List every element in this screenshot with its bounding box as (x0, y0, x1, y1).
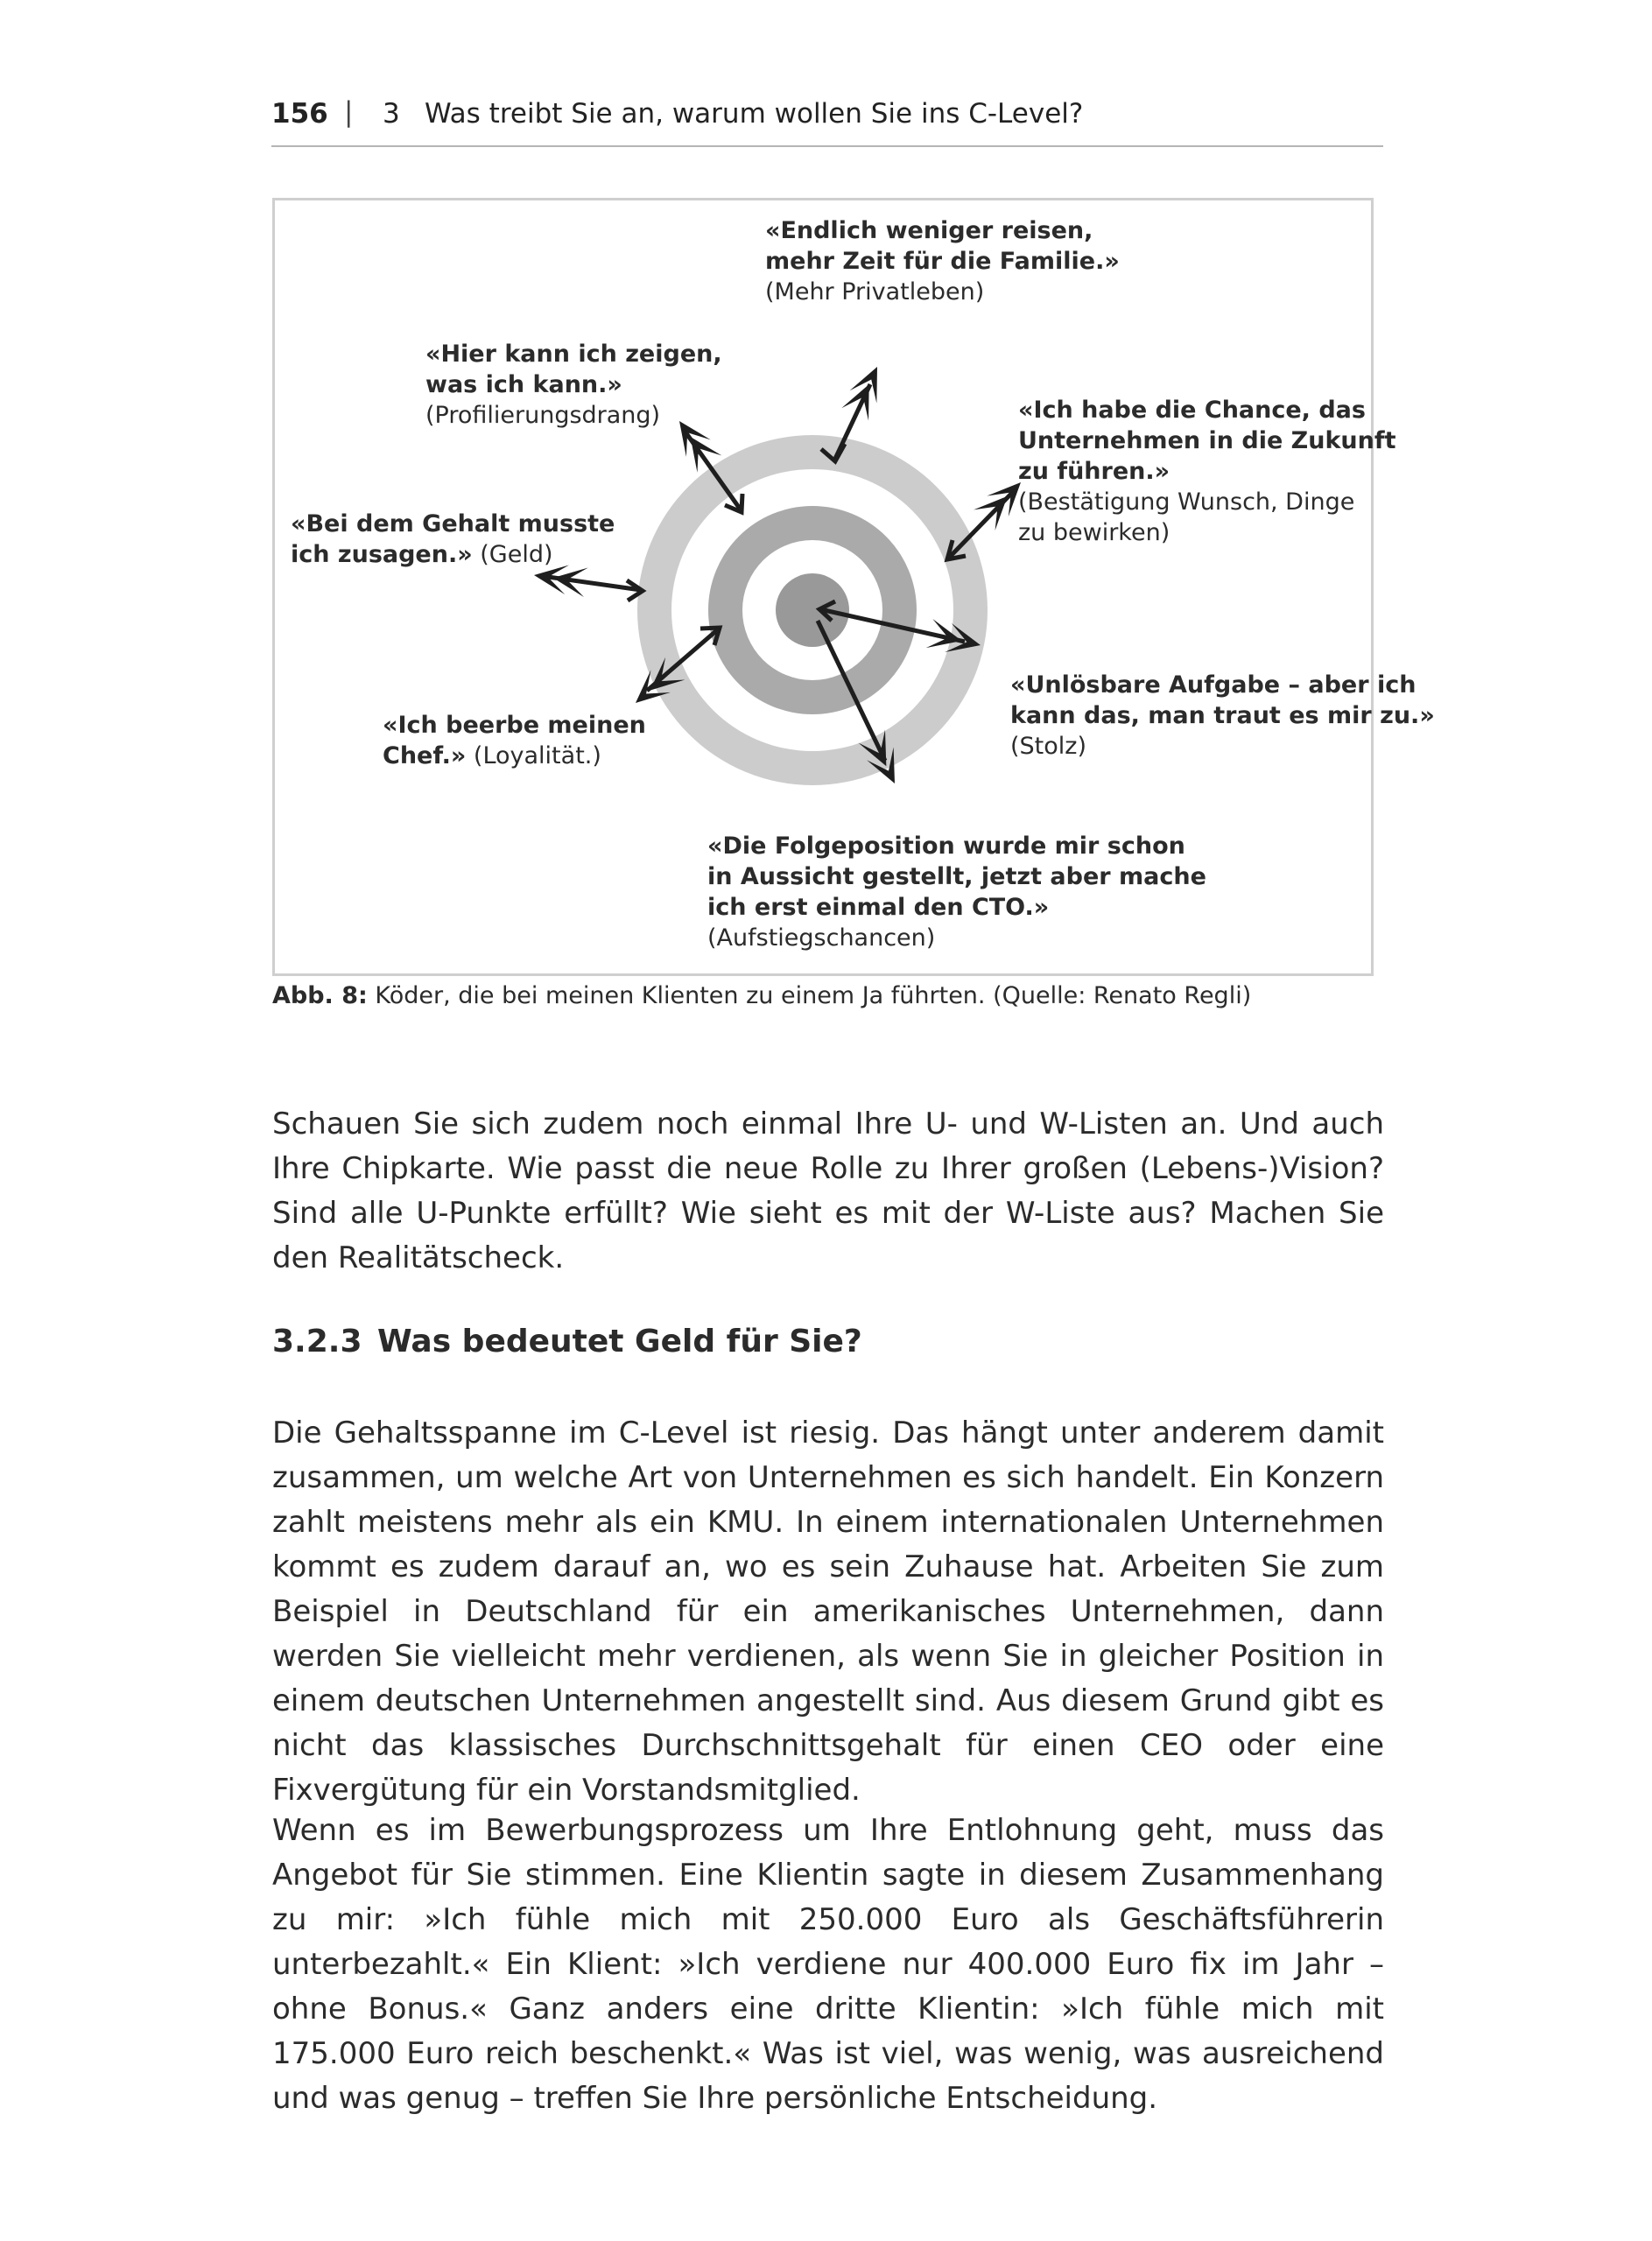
paragraph-intro: Schauen Sie sich zudem noch einmal Ihre U- und W-Listen an. Und auch Ihre Chipkarte. Wie passt die neue Rolle zu Ihrer großen (Lebens-)Vision? Sind alle U-Punkte erfüllt? Wie sieht es mit der W-Liste aus? Machen Sie den Realitätscheck. (272, 1106, 1384, 1275)
figure-caption (272, 982, 1251, 1009)
paragraph-entlohnung: Wenn es im Bewerbungsprozess um Ihre Entlohnung geht, muss das Angebot für Sie stimmen. Eine Klientin sagte in diesem Zusammenhang zu mir: »Ich fühle mich mit 250.000 Euro als Geschäftsführerin unterbezahlt.« Ein Klient: »Ich verdiene nur 400.000 Euro fix im Jahr – ohne Bonus.« Ganz anders eine dritte Klientin: »Ich fühle mich mit 175.000 Euro reich beschenkt.« Was ist viel, was wenig, was ausreichend und was genug – treffen Sie Ihre persönliche Entscheidung. (272, 1813, 1384, 2116)
paragraph-gehaltsspanne: Die Gehaltsspanne im C-Level ist riesig. Das hängt unter anderem damit zusammen, um welche Art von Unternehmen es sich handelt. Ein Konzern zahlt meistens mehr als ein KMU. In einem internationalen Unternehmen kommt es zudem darauf an, wo es sein Zuhause hat. Arbeiten Sie zum Beispiel in Deutschland für ein amerikanisches Unternehmen, dann werden Sie vielleicht mehr verdienen, als wenn Sie in gleicher Position in einem deutschen Unternehmen angestellt sind. Aus diesem Grund gibt es nicht das klassisches Durchschnittsgehalt für einen CEO oder eine Fixvergütung für ein Vorstandsmitglied. (272, 1416, 1384, 1808)
tag-loyalitaet: (Loyalität.) (466, 742, 601, 769)
quote-mehr-privatleben: «Endlich weniger reisen, mehr Zeit für die Familie.» (765, 217, 1120, 275)
quote-zukunft: «Ich habe die Chance, das Unternehmen in die Zukunft zu führen.» (1018, 397, 1396, 485)
quote-stolz: «Unlösbare Aufgabe – aber ich kann das, man traut es mir zu.» (1010, 671, 1435, 729)
label-loyalitaet (383, 710, 646, 771)
quote-geld: «Bei dem Gehalt musste ich zusagen.» (291, 510, 615, 568)
caption-text: Köder, die bei meinen Klienten zu einem Ja führten. (Quelle: Renato Regli) (367, 982, 1252, 1009)
chapter-number: 3 (383, 98, 400, 130)
page-number: 156 (271, 98, 328, 130)
section-heading (272, 1324, 862, 1359)
label-aufstiegschancen (707, 831, 1206, 953)
quote-aufstiegschancen: «Die Folgeposition wurde mir schon in Aussicht gestellt, jetzt aber mache ich erst einmal den CTO.» (707, 832, 1206, 921)
caption-prefix: Abb. 8: (272, 982, 368, 1009)
running-header (271, 98, 1383, 147)
target-bullseye (776, 573, 849, 647)
label-profilierungsdrang (425, 339, 722, 431)
tag-aufstiegschancen: (Aufstiegschancen) (707, 924, 936, 952)
section-number: 3.2.3 (272, 1324, 362, 1359)
quote-profilierungsdrang: «Hier kann ich zeigen, was ich kann.» (425, 341, 722, 398)
chapter-title: Was treibt Sie an, warum wollen Sie ins C-Level? (425, 98, 1084, 130)
tag-stolz: (Stolz) (1010, 733, 1086, 760)
tag-profilierungsdrang: (Profilierungsdrang) (425, 402, 661, 429)
tag-zukunft: (Bestätigung Wunsch, Dinge zu bewirken) (1018, 488, 1355, 546)
label-mehr-privatleben (765, 215, 1120, 307)
header-separator: | (344, 96, 354, 128)
section-title: Was bedeutet Geld für Sie? (377, 1324, 862, 1359)
quote-loyalitaet: «Ich beerbe meinen Chef.» (383, 712, 646, 769)
label-stolz (1010, 670, 1435, 762)
label-geld (291, 509, 615, 570)
figure-target-diagram (272, 198, 1435, 976)
tag-mehr-privatleben: (Mehr Privatleben) (765, 278, 985, 306)
label-zukunft (1018, 395, 1396, 548)
tag-geld: (Geld) (472, 541, 553, 568)
